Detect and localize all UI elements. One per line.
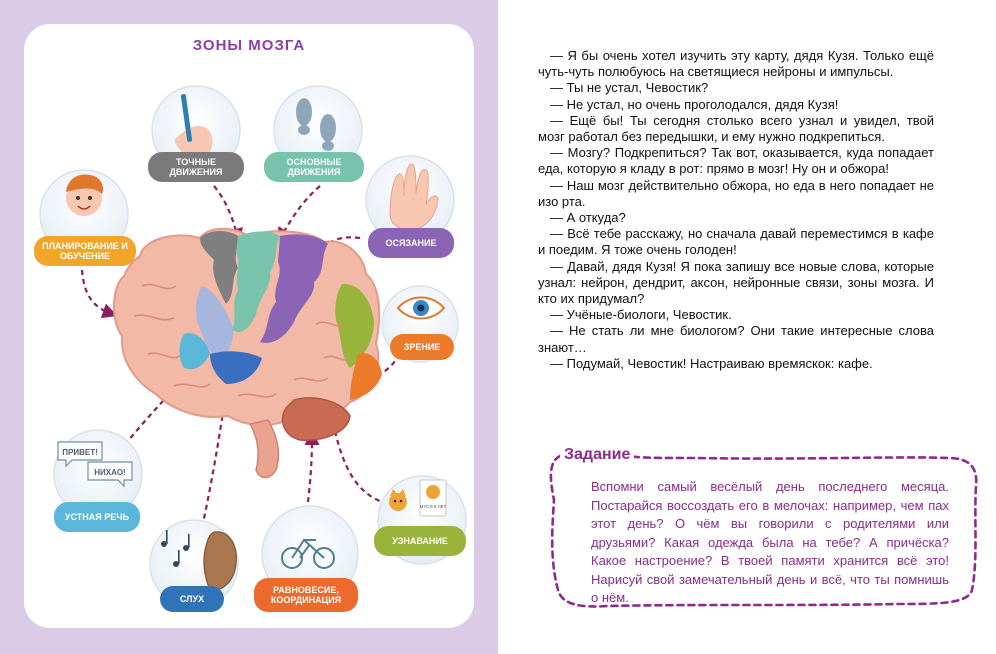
brain-illustration: [114, 229, 382, 478]
card-text: МУСЯ 8 ЛЕТ: [419, 504, 447, 509]
dialog-line: — Учёные-биологи, Чевостик.: [550, 307, 732, 323]
greeting-text-1: ПРИВЕТ!: [62, 448, 98, 457]
greeting-text-2: НИХАО!: [94, 468, 126, 477]
label-speech: УСТНАЯ РЕЧЬ: [54, 502, 140, 532]
dialog-line: — Ты не устал, Чевостик?: [550, 80, 709, 96]
dialog-line: — Не устал, но очень проголодался, дядя Кузя!: [550, 96, 839, 112]
dialog-line: — Давай, дядя Кузя! Я пока запишу все новые слова, которые узнал: нейрон, дендрит, аксон, нейронные связи, зоны мозга. И кто их придумал?: [538, 258, 934, 307]
dialog-line: — Наш мозг действительно обжора, но еда в него попадает не изо рта.: [538, 177, 934, 209]
task-title: Задание: [560, 446, 634, 464]
label-precise-movements: ТОЧНЫЕ ДВИЖЕНИЯ: [148, 152, 244, 182]
label-balance: РАВНОВЕСИЕ, КООРДИНАЦИЯ: [254, 578, 358, 612]
dialog-line: — Я бы очень хотел изучить эту карту, дядя Кузя. Только ещё чуть-чуть полюбуюсь на светящиеся нейроны и импульсы.: [538, 48, 934, 80]
right-page: [498, 0, 996, 654]
task-text: Вспомни самый весёлый день последнего месяца. Постарайся воссоздать его в мелочах: например, чем пах этот день? О чём вы говорили с родителями или друзьями? Какая одежда была на тебе? А причёска? Какое настроение? В твоей памяти хранится всё это! Нарисуй свой замечательный день и всё, что ты помнишь о нём.: [591, 479, 949, 605]
page-title: ЗОНЫ МОЗГА: [192, 37, 306, 54]
dialog-line: — Всё тебе расскажу, но сначала давай переместимся в кафе и поедим. Я тоже очень голоден!: [538, 226, 934, 258]
label-recognition: УЗНАВАНИЕ: [374, 526, 466, 556]
dialog-line: — Подумай, Чевостик! Настраиваю времяскок: кафе.: [550, 355, 873, 371]
brain-zones-card: [24, 24, 474, 628]
label-hearing: СЛУХ: [160, 586, 224, 612]
label-touch: ОСЯЗАНИЕ: [368, 228, 454, 258]
dialog-line: — Не стать ли мне биологом? Они такие интересные слова знают…: [538, 323, 934, 355]
label-basic-movements: ОСНОВНЫЕ ДВИЖЕНИЯ: [264, 152, 364, 182]
label-planning: ПЛАНИРОВАНИЕ И ОБУЧЕНИЕ: [34, 236, 136, 266]
dialog-line: — А откуда?: [550, 210, 626, 226]
child-face-icon: [66, 175, 103, 216]
label-vision: ЗРЕНИЕ: [390, 334, 454, 360]
dialog-line: — Мозгу? Подкрепиться? Так вот, оказывается, куда попадает еда, которую я кладу в рот: прямо в мозг! Ну он и обжора!: [538, 145, 934, 177]
dialog-line: — Ещё бы! Ты сегодня столько всего узнал и увидел, твой мозг работал без передышки, и ему нужно подкрепиться.: [538, 112, 934, 145]
